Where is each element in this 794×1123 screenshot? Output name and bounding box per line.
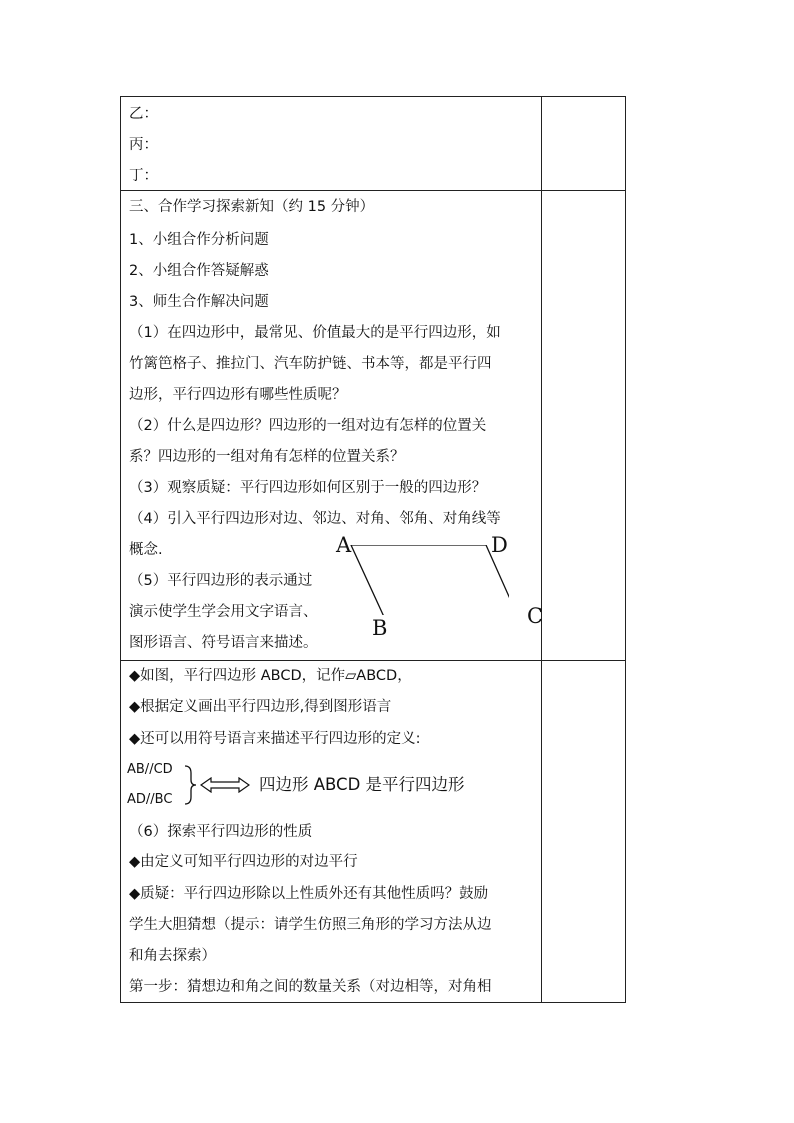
text-line: 2、小组合作答疑解惑 [129,263,269,279]
row-divider-2 [121,660,625,661]
text-line: （1）在四边形中，最常见、价值最大的是平行四边形，如 [129,325,501,341]
text-line: ◆如图，平行四边形 ABCD，记作▱ABCD， [129,668,412,684]
text-line: 和角去探索） [129,948,216,964]
section-heading: 三、合作学习探索新知（约 15 分钟） [129,199,375,215]
text-line: （5）平行四边形的表示通过 [129,573,313,589]
vertex-label-a: A [336,533,352,557]
vertex-label-b: B [372,616,388,640]
lesson-table [120,96,626,1003]
text-line: 边形，平行四边形有哪些性质呢？ [129,387,347,403]
text-line: 系？四边形的一组对角有怎样的位置关系？ [129,449,405,465]
text-line: （3）观察质疑：平行四边形如何区别于一般的四边形？ [129,480,487,496]
double-arrow-icon [200,777,250,793]
text-line: 1、小组合作分析问题 [129,232,269,248]
text-line: 演示使学生学会用文字语言、 [129,604,318,620]
text-line: 第一步：猜想边和角之间的数量关系（对边相等，对角相 [129,979,492,995]
text-line: ◆由定义可知平行四边形的对边平行 [129,854,358,870]
text-line: （6）探索平行四边形的性质 [129,824,313,840]
vertex-label-c: C [527,604,544,628]
text-line: 图形语言、符号语言来描述。 [129,635,318,651]
text-line: 丙： [129,137,158,153]
text-line: 丁： [129,168,158,184]
definition-condition-2: AD//BC [127,792,173,807]
text-line: 学生大胆猜想（提示：请学生仿照三角形的学习方法从边 [129,917,492,933]
text-line: ◆质疑：平行四边形除以上性质外还有其他性质吗？鼓励 [129,886,489,902]
text-line: ◆根据定义画出平行四边形,得到图形语言 [129,699,392,715]
text-line: （2）什么是四边形？四边形的一组对边有怎样的位置关 [129,418,487,434]
text-line: 概念. [129,542,163,558]
row-divider-1 [121,190,625,191]
text-line: （4）引入平行四边形对边、邻边、对角、邻角、对角线等 [129,511,501,527]
text-line: 3、师生合作解决问题 [129,294,269,310]
parallelogram-figure [349,545,509,615]
brace-icon [183,765,197,805]
column-divider [541,97,542,1002]
text-line: 乙： [129,106,158,122]
text-line: 竹篱笆格子、推拉门、汽车防护链、书本等，都是平行四 [129,356,492,372]
definition-condition-1: AB//CD [127,762,173,777]
vertex-label-d: D [491,533,508,557]
parallelogram-shape [351,545,509,615]
text-line: ◆还可以用符号语言来描述平行四边形的定义: [129,731,421,747]
definition-result: 四边形 ABCD 是平行四边形 [259,775,465,794]
